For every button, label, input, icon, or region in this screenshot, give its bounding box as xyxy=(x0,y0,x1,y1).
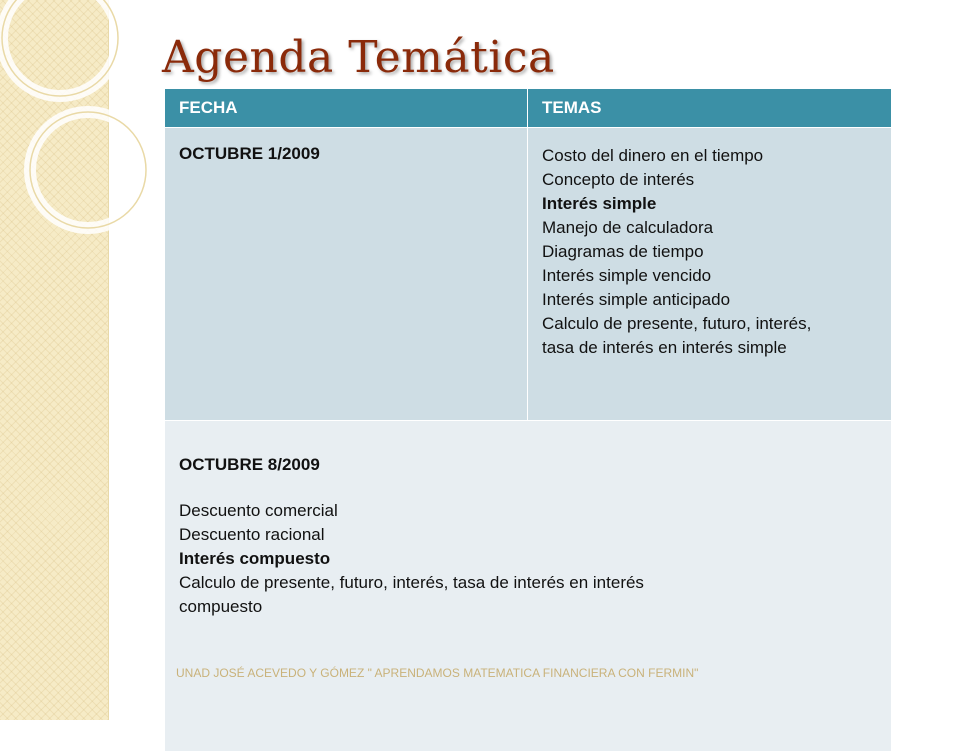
list-item: Concepto de interés xyxy=(542,170,695,189)
agenda-table xyxy=(164,88,892,752)
slide-footer: UNAD JOSÉ ACEVEDO Y GÓMEZ " APRENDAMOS MATEMATICA FINANCIERA CON FERMIN" xyxy=(176,666,699,680)
row2-date: OCTUBRE 8/2009 xyxy=(179,455,320,474)
list-item: Interés simple anticipado xyxy=(542,290,731,309)
row2-cell xyxy=(165,421,892,752)
row2-topic-list xyxy=(179,499,877,619)
list-item: Diagramas de tiempo xyxy=(542,242,704,261)
list-item: Calculo de presente, futuro, interés, xyxy=(542,314,812,333)
row1-date: OCTUBRE 1/2009 xyxy=(179,144,320,163)
slide-title: Agenda Temática xyxy=(162,32,555,83)
list-item: tasa de interés en interés simple xyxy=(542,338,787,357)
table-header-row xyxy=(165,89,892,128)
list-item: Interés simple vencido xyxy=(542,266,712,285)
row1-date-cell xyxy=(165,128,528,421)
decorative-side-band xyxy=(0,0,109,720)
header-temas: TEMAS xyxy=(528,89,892,128)
list-item: Interés compuesto xyxy=(179,549,331,568)
list-item: compuesto xyxy=(179,597,263,616)
list-item: Costo del dinero en el tiempo xyxy=(542,146,764,165)
list-item: Calculo de presente, futuro, interés, tasa de interés en interés xyxy=(179,573,644,592)
table-row xyxy=(165,421,892,752)
table-row xyxy=(165,128,892,421)
list-item: Interés simple xyxy=(542,194,657,213)
decorative-circles-icon xyxy=(0,0,160,260)
list-item: Manejo de calculadora xyxy=(542,218,714,237)
row1-topics-cell xyxy=(528,128,892,421)
row1-topic-list xyxy=(542,144,877,360)
header-fecha: FECHA xyxy=(165,89,528,128)
list-item: Descuento comercial xyxy=(179,501,338,520)
list-item: Descuento racional xyxy=(179,525,325,544)
